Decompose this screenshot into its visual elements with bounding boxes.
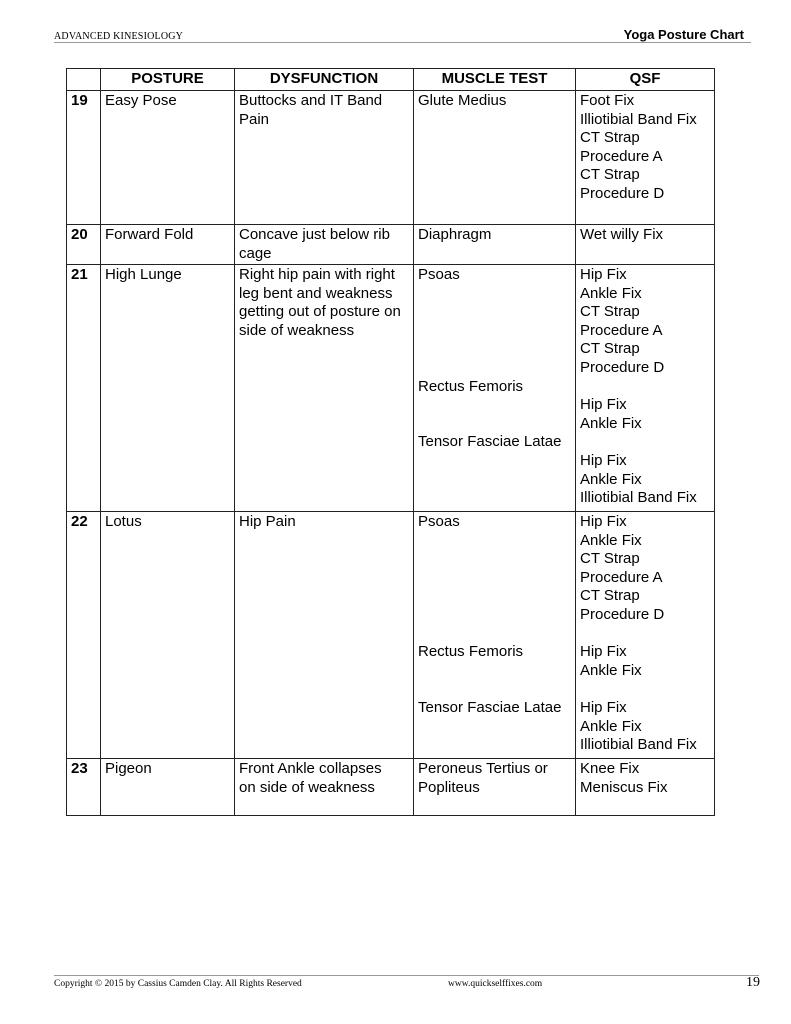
muscle-test-cell	[414, 512, 576, 759]
column-header-posture: POSTURE	[101, 69, 235, 91]
dysfunction-cell	[235, 225, 414, 265]
muscle-test-line: Peroneus Tertius or	[418, 760, 548, 777]
row-number: 23	[71, 760, 88, 777]
muscle-test-line: Rectus Femoris	[418, 377, 524, 395]
muscle-test-line: Tensor Fasciae Latae	[418, 698, 562, 716]
qsf-line: Procedure D	[580, 605, 665, 623]
muscle-test-cell	[414, 225, 576, 265]
dysfunction-line: Hip Pain	[239, 513, 296, 530]
dysfunction-line: leg bent and weakness	[239, 284, 393, 302]
qsf-line: Hip Fix	[580, 266, 627, 283]
running-header-chapter-title: Yoga Posture Chart	[623, 27, 744, 42]
dysfunction-line: Front Ankle collapses	[239, 760, 382, 777]
row-number: 21	[71, 266, 88, 283]
line-spacer	[418, 322, 571, 341]
qsf-line: Illiotibial Band Fix	[580, 489, 697, 507]
posture-name: Easy Pose	[105, 92, 177, 109]
qsf-line: Ankle Fix	[580, 470, 642, 488]
yoga-posture-table	[66, 68, 715, 816]
dysfunction-line: side of weakness	[239, 321, 355, 339]
line-spacer	[418, 285, 571, 304]
dysfunction-line: Concave just below rib	[239, 226, 390, 243]
qsf-line: Procedure D	[580, 184, 665, 202]
row-number: 20	[71, 226, 88, 243]
muscle-test-line: Psoas	[418, 513, 460, 530]
line-spacer	[418, 550, 571, 569]
muscle-test-line: Glute Medius	[418, 92, 507, 109]
row-number-cell	[67, 512, 101, 759]
dysfunction-cell	[235, 759, 414, 816]
posture-name: Forward Fold	[105, 226, 194, 243]
qsf-line: Hip Fix	[580, 698, 627, 716]
qsf-line: Foot Fix	[580, 92, 635, 109]
qsf-line: Ankle Fix	[580, 661, 642, 679]
line-spacer	[418, 415, 571, 434]
dysfunction-line: Right hip pain with right	[239, 266, 395, 283]
posture-name: High Lunge	[105, 266, 182, 283]
qsf-line: Ankle Fix	[580, 531, 642, 549]
qsf-line: CT Strap	[580, 340, 640, 358]
qsf-line: Hip Fix	[580, 643, 627, 661]
table-row	[67, 265, 715, 512]
footer-divider	[54, 975, 759, 976]
line-spacer	[418, 532, 571, 551]
qsf-line: CT Strap	[580, 587, 640, 605]
posture-cell	[101, 759, 235, 816]
line-spacer	[418, 359, 571, 378]
qsf-line: Ankle Fix	[580, 717, 642, 735]
qsf-line: CT Strap	[580, 550, 640, 568]
table-row	[67, 91, 715, 225]
line-spacer	[418, 606, 571, 625]
line-spacer	[418, 587, 571, 606]
row-number-cell	[67, 225, 101, 265]
qsf-line: Procedure D	[580, 358, 665, 376]
qsf-line: Procedure A	[580, 321, 663, 339]
line-spacer	[418, 662, 571, 681]
header-divider	[54, 42, 751, 43]
muscle-test-cell	[414, 91, 576, 225]
dysfunction-line: getting out of posture on	[239, 303, 401, 321]
line-spacer	[580, 625, 710, 644]
line-spacer	[580, 378, 710, 397]
qsf-line: Procedure A	[580, 568, 663, 586]
line-spacer	[418, 340, 571, 359]
column-header-number	[67, 69, 101, 91]
qsf-line: Ankle Fix	[580, 284, 642, 302]
line-spacer	[418, 569, 571, 588]
dysfunction-cell	[235, 512, 414, 759]
table-row	[67, 512, 715, 759]
muscle-test-line: Tensor Fasciae Latae	[418, 433, 562, 451]
qsf-cell	[576, 265, 715, 512]
line-spacer	[418, 396, 571, 415]
muscle-test-line: Psoas	[418, 266, 460, 283]
qsf-line: Knee Fix	[580, 760, 640, 777]
posture-name: Pigeon	[105, 760, 152, 777]
running-header-book-title: ADVANCED KINESIOLOGY	[54, 31, 184, 42]
line-spacer	[580, 680, 710, 699]
qsf-line: Wet willy Fix	[580, 226, 664, 243]
table-row	[67, 759, 715, 816]
row-number-cell	[67, 91, 101, 225]
row-number: 22	[71, 513, 88, 530]
dysfunction-line: cage	[239, 244, 272, 262]
row-number-cell	[67, 265, 101, 512]
muscle-test-line: Popliteus	[418, 778, 480, 796]
muscle-test-line: Diaphragm	[418, 226, 492, 243]
qsf-line: CT Strap	[580, 303, 640, 321]
qsf-cell	[576, 91, 715, 225]
dysfunction-cell	[235, 265, 414, 512]
page-number: 19	[746, 975, 760, 990]
posture-cell	[101, 265, 235, 512]
posture-cell	[101, 91, 235, 225]
qsf-line: Hip Fix	[580, 451, 627, 469]
table-header-row	[67, 69, 715, 91]
posture-cell	[101, 225, 235, 265]
column-header-dysfunction: DYSFUNCTION	[235, 69, 414, 91]
line-spacer	[418, 625, 571, 644]
qsf-line: Meniscus Fix	[580, 778, 668, 796]
muscle-test-cell	[414, 265, 576, 512]
footer-website: www.quickselffixes.com	[448, 979, 543, 989]
qsf-line: Illiotibial Band Fix	[580, 736, 697, 754]
column-header-muscle-test: MUSCLE TEST	[414, 69, 576, 91]
dysfunction-line: on side of weakness	[239, 778, 375, 796]
column-header-qsf: QSF	[576, 69, 715, 91]
dysfunction-line: Buttocks and IT Band	[239, 92, 383, 109]
qsf-cell	[576, 512, 715, 759]
dysfunction-line: Pain	[239, 110, 270, 128]
dysfunction-cell	[235, 91, 414, 225]
qsf-line: CT Strap	[580, 129, 640, 147]
qsf-line: Hip Fix	[580, 513, 627, 530]
row-number-cell	[67, 759, 101, 816]
line-spacer	[580, 433, 710, 452]
line-spacer	[418, 680, 571, 699]
footer-copyright: Copyright © 2015 by Cassius Camden Clay. All Rights Reserved	[54, 979, 302, 989]
qsf-line: Illiotibial Band Fix	[580, 110, 697, 128]
qsf-line: Ankle Fix	[580, 414, 642, 432]
qsf-line: Hip Fix	[580, 396, 627, 414]
muscle-test-line: Rectus Femoris	[418, 643, 524, 661]
qsf-line: CT Strap	[580, 166, 640, 184]
row-number: 19	[71, 92, 88, 109]
table-row	[67, 225, 715, 265]
qsf-line: Procedure A	[580, 147, 663, 165]
line-spacer	[418, 303, 571, 322]
qsf-cell	[576, 759, 715, 816]
muscle-test-cell	[414, 759, 576, 816]
qsf-cell	[576, 225, 715, 265]
posture-name: Lotus	[105, 513, 142, 530]
posture-cell	[101, 512, 235, 759]
